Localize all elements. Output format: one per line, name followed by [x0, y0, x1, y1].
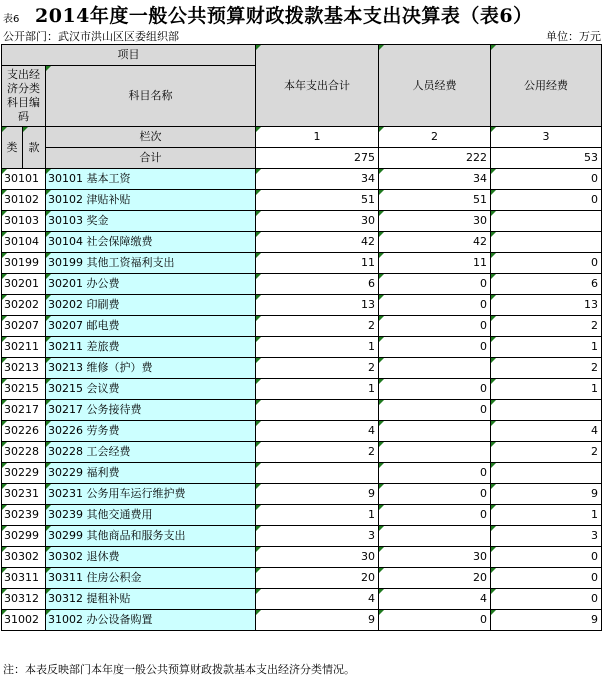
row-public: 1 [491, 505, 602, 526]
row-personnel: 0 [379, 400, 491, 421]
row-subject-name: 30217 公务接待费 [46, 400, 256, 421]
row-code: 30213 [2, 358, 46, 379]
row-total: 2 [256, 442, 379, 463]
row-code: 30217 [2, 400, 46, 421]
row-subject-name: 30229 福利费 [46, 463, 256, 484]
row-code: 30226 [2, 421, 46, 442]
row-total: 42 [256, 232, 379, 253]
row-total: 11 [256, 253, 379, 274]
row-public: 1 [491, 379, 602, 400]
row-code: 30228 [2, 442, 46, 463]
table-row [2, 358, 602, 379]
row-public: 0 [491, 253, 602, 274]
row-public [491, 400, 602, 421]
row-subject-name: 30101 基本工资 [46, 169, 256, 190]
row-code: 30199 [2, 253, 46, 274]
row-public: 0 [491, 169, 602, 190]
unit-label: 单位：万元 [546, 30, 601, 43]
col-index-1: 1 [256, 127, 379, 148]
row-code: 30311 [2, 568, 46, 589]
row-subject-name: 30102 津贴补贴 [46, 190, 256, 211]
row-personnel: 0 [379, 316, 491, 337]
row-public: 2 [491, 442, 602, 463]
row-public: 3 [491, 526, 602, 547]
table-row [2, 421, 602, 442]
table-row [2, 232, 602, 253]
table-row [2, 337, 602, 358]
row-total: 30 [256, 211, 379, 232]
row-total: 4 [256, 421, 379, 442]
row-code: 30207 [2, 316, 46, 337]
row-personnel: 30 [379, 211, 491, 232]
page-title: 2014年度一般公共预算财政拨款基本支出决算表（表6） [35, 5, 533, 27]
row-public: 0 [491, 568, 602, 589]
lei-header: 类 [2, 127, 23, 169]
lanci-header: 栏次 [46, 127, 256, 148]
row-subject-name: 30231 公务用车运行维护费 [46, 484, 256, 505]
table-row [2, 190, 602, 211]
row-code: 30229 [2, 463, 46, 484]
row-total: 30 [256, 547, 379, 568]
totals-label: 合计 [46, 148, 256, 169]
row-subject-name: 30226 劳务费 [46, 421, 256, 442]
row-total: 9 [256, 610, 379, 631]
public-header: 公用经费 [491, 45, 602, 127]
row-personnel [379, 526, 491, 547]
row-subject-name: 30199 其他工资福利支出 [46, 253, 256, 274]
row-code: 30201 [2, 274, 46, 295]
row-total: 34 [256, 169, 379, 190]
row-public: 0 [491, 190, 602, 211]
row-subject-name: 30299 其他商品和服务支出 [46, 526, 256, 547]
row-subject-name: 30213 维修（护）费 [46, 358, 256, 379]
row-code: 31002 [2, 610, 46, 631]
table-row [2, 568, 602, 589]
row-personnel: 30 [379, 547, 491, 568]
row-total: 2 [256, 316, 379, 337]
table-row [2, 211, 602, 232]
totals-public: 53 [491, 148, 602, 169]
row-total: 13 [256, 295, 379, 316]
row-personnel: 0 [379, 337, 491, 358]
table-row [2, 442, 602, 463]
row-total: 3 [256, 526, 379, 547]
row-personnel: 0 [379, 274, 491, 295]
row-public: 1 [491, 337, 602, 358]
title-row [0, 0, 607, 28]
table-row [2, 547, 602, 568]
row-code: 30302 [2, 547, 46, 568]
table-row [2, 169, 602, 190]
row-personnel: 11 [379, 253, 491, 274]
row-total: 1 [256, 379, 379, 400]
totals-total: 275 [256, 148, 379, 169]
row-personnel: 0 [379, 379, 491, 400]
table-row [2, 610, 602, 631]
col-index-2: 2 [379, 127, 491, 148]
row-code: 30231 [2, 484, 46, 505]
personnel-header: 人员经费 [379, 45, 491, 127]
table-row [2, 463, 602, 484]
table-row [2, 484, 602, 505]
row-public: 2 [491, 316, 602, 337]
row-personnel [379, 358, 491, 379]
table-row [2, 526, 602, 547]
row-total: 51 [256, 190, 379, 211]
row-public [491, 463, 602, 484]
row-subject-name: 30207 邮电费 [46, 316, 256, 337]
row-subject-name: 30215 会议费 [46, 379, 256, 400]
row-total [256, 463, 379, 484]
row-personnel [379, 421, 491, 442]
row-public: 13 [491, 295, 602, 316]
row-subject-name: 30104 社会保障缴费 [46, 232, 256, 253]
row-total: 6 [256, 274, 379, 295]
row-code: 30215 [2, 379, 46, 400]
row-public: 0 [491, 547, 602, 568]
subject-name-header: 科目名称 [46, 66, 256, 127]
row-public: 0 [491, 589, 602, 610]
row-public [491, 211, 602, 232]
row-subject-name: 30311 住房公积金 [46, 568, 256, 589]
row-code: 30104 [2, 232, 46, 253]
row-total: 2 [256, 358, 379, 379]
table-body [2, 169, 602, 631]
row-public: 9 [491, 484, 602, 505]
row-code: 30299 [2, 526, 46, 547]
row-subject-name: 30239 其他交通费用 [46, 505, 256, 526]
table-row [2, 316, 602, 337]
row-total: 20 [256, 568, 379, 589]
row-personnel: 34 [379, 169, 491, 190]
row-code: 30102 [2, 190, 46, 211]
row-total: 9 [256, 484, 379, 505]
row-personnel: 0 [379, 295, 491, 316]
row-public: 2 [491, 358, 602, 379]
row-personnel: 0 [379, 610, 491, 631]
footnote: 注：本表反映部门本年度一般公共预算财政拨款基本支出经济分类情况。 [3, 663, 355, 676]
project-header: 项目 [2, 45, 256, 66]
row-subject-name: 30202 印刷费 [46, 295, 256, 316]
row-public: 6 [491, 274, 602, 295]
row-subject-name: 30201 办公费 [46, 274, 256, 295]
totals-personnel: 222 [379, 148, 491, 169]
row-code: 30101 [2, 169, 46, 190]
row-personnel: 0 [379, 505, 491, 526]
row-subject-name: 30228 工会经费 [46, 442, 256, 463]
table-tag: 表6 [3, 14, 20, 25]
row-code: 30239 [2, 505, 46, 526]
row-personnel: 42 [379, 232, 491, 253]
row-personnel: 0 [379, 484, 491, 505]
row-personnel: 4 [379, 589, 491, 610]
row-code: 30103 [2, 211, 46, 232]
row-total: 1 [256, 337, 379, 358]
row-public [491, 232, 602, 253]
row-code: 30202 [2, 295, 46, 316]
row-subject-name: 30312 提租补贴 [46, 589, 256, 610]
table-row [2, 379, 602, 400]
table-row [2, 253, 602, 274]
row-total: 4 [256, 589, 379, 610]
row-code: 30211 [2, 337, 46, 358]
table-row [2, 589, 602, 610]
econ-code-header: 支出经济分类科目编码 [2, 66, 46, 127]
row-personnel: 20 [379, 568, 491, 589]
row-subject-name: 30211 差旅费 [46, 337, 256, 358]
kuan-header: 款 [23, 127, 46, 169]
table-row [2, 400, 602, 421]
row-public: 4 [491, 421, 602, 442]
row-total: 1 [256, 505, 379, 526]
row-subject-name: 31002 办公设备购置 [46, 610, 256, 631]
expenditure-table [1, 44, 602, 631]
table-row [2, 505, 602, 526]
col-index-3: 3 [491, 127, 602, 148]
row-subject-name: 30103 奖金 [46, 211, 256, 232]
row-public: 9 [491, 610, 602, 631]
total-header: 本年支出合计 [256, 45, 379, 127]
row-personnel: 51 [379, 190, 491, 211]
row-total [256, 400, 379, 421]
row-personnel: 0 [379, 463, 491, 484]
row-personnel [379, 442, 491, 463]
table-row [2, 274, 602, 295]
department-label: 公开部门：武汉市洪山区区委组织部 [3, 30, 179, 43]
row-subject-name: 30302 退休费 [46, 547, 256, 568]
table-row [2, 295, 602, 316]
row-code: 30312 [2, 589, 46, 610]
